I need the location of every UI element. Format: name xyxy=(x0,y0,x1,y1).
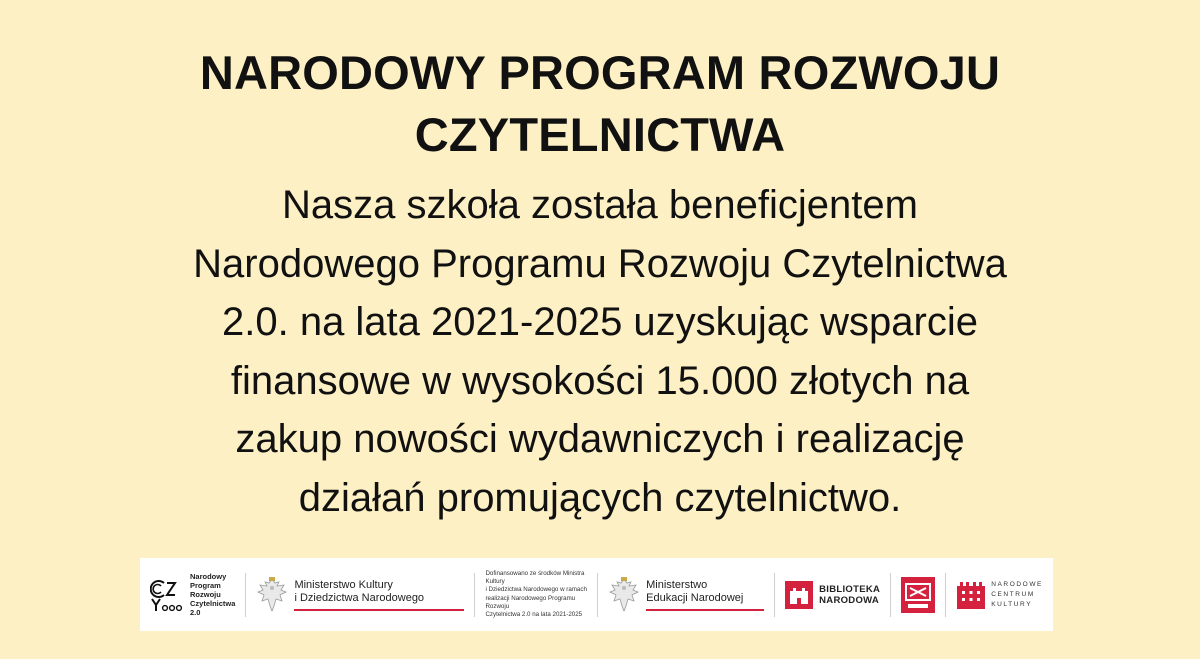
logo-divider xyxy=(245,573,246,617)
sponsor-logo-strip xyxy=(140,558,1053,631)
announcement-text xyxy=(0,176,1200,527)
logo-divider xyxy=(774,573,775,617)
body-line: działań promujących czytelnictwo. xyxy=(298,475,902,520)
biblioteka-narodowa-icon xyxy=(785,581,813,609)
title-line-2: CZYTELNICTWA xyxy=(414,108,786,161)
title-line-1: NARODOWY PROGRAM ROZWOJU xyxy=(199,46,1001,99)
logo-divider xyxy=(890,573,891,617)
polish-eagle-icon xyxy=(256,576,288,614)
body-line: finansowe w wysokości 15.000 złotych na xyxy=(230,358,970,403)
polona-logo xyxy=(901,577,935,613)
body-line: Narodowego Programu Rozwoju Czytelnictwa xyxy=(193,241,1007,286)
biblioteka-narodowa-logo xyxy=(785,581,880,609)
polona-logo-icon xyxy=(901,577,935,613)
page-title xyxy=(0,42,1200,166)
body-line: 2.0. na lata 2021-2025 uzyskując wsparcie xyxy=(221,300,978,344)
logo-divider xyxy=(945,573,946,617)
red-underline xyxy=(646,609,764,611)
men-logo xyxy=(608,576,764,614)
nprc-label: Narodowy Program Rozwoju Czytelnictwa 2.0 xyxy=(190,572,236,617)
biblioteka-narodowa-label: BIBLIOTEKA NARODOWA xyxy=(819,583,881,606)
body-line: Nasza szkoła została beneficjentem xyxy=(282,183,918,227)
body-line: zakup nowości wydawniczych i realizację xyxy=(235,417,965,461)
nck-castle-icon xyxy=(956,580,986,610)
red-underline xyxy=(294,609,464,611)
funding-note: Dofinansowano ze środków Ministra Kultury i Dziedzictwa Narodowego w ramach realizacji Narodowego Programu Rozwoju Czytelnictwa 2.0 na lata 2021-2025 xyxy=(485,569,587,618)
mkidn-logo xyxy=(256,576,464,614)
logo-divider xyxy=(597,573,598,617)
nck-logo xyxy=(956,580,1043,610)
logo-divider xyxy=(474,573,475,617)
mkidn-label: Ministerstwo Kultury i Dziedzictwa Narodowego xyxy=(294,579,464,611)
nprc-logo xyxy=(150,572,235,617)
polish-eagle-icon xyxy=(608,576,640,614)
nprc-logo-icon xyxy=(150,577,184,613)
nck-label: NARODOWE CENTRUM KULTURY xyxy=(991,580,1043,608)
men-label: Ministerstwo Edukacji Narodowej xyxy=(646,579,764,611)
